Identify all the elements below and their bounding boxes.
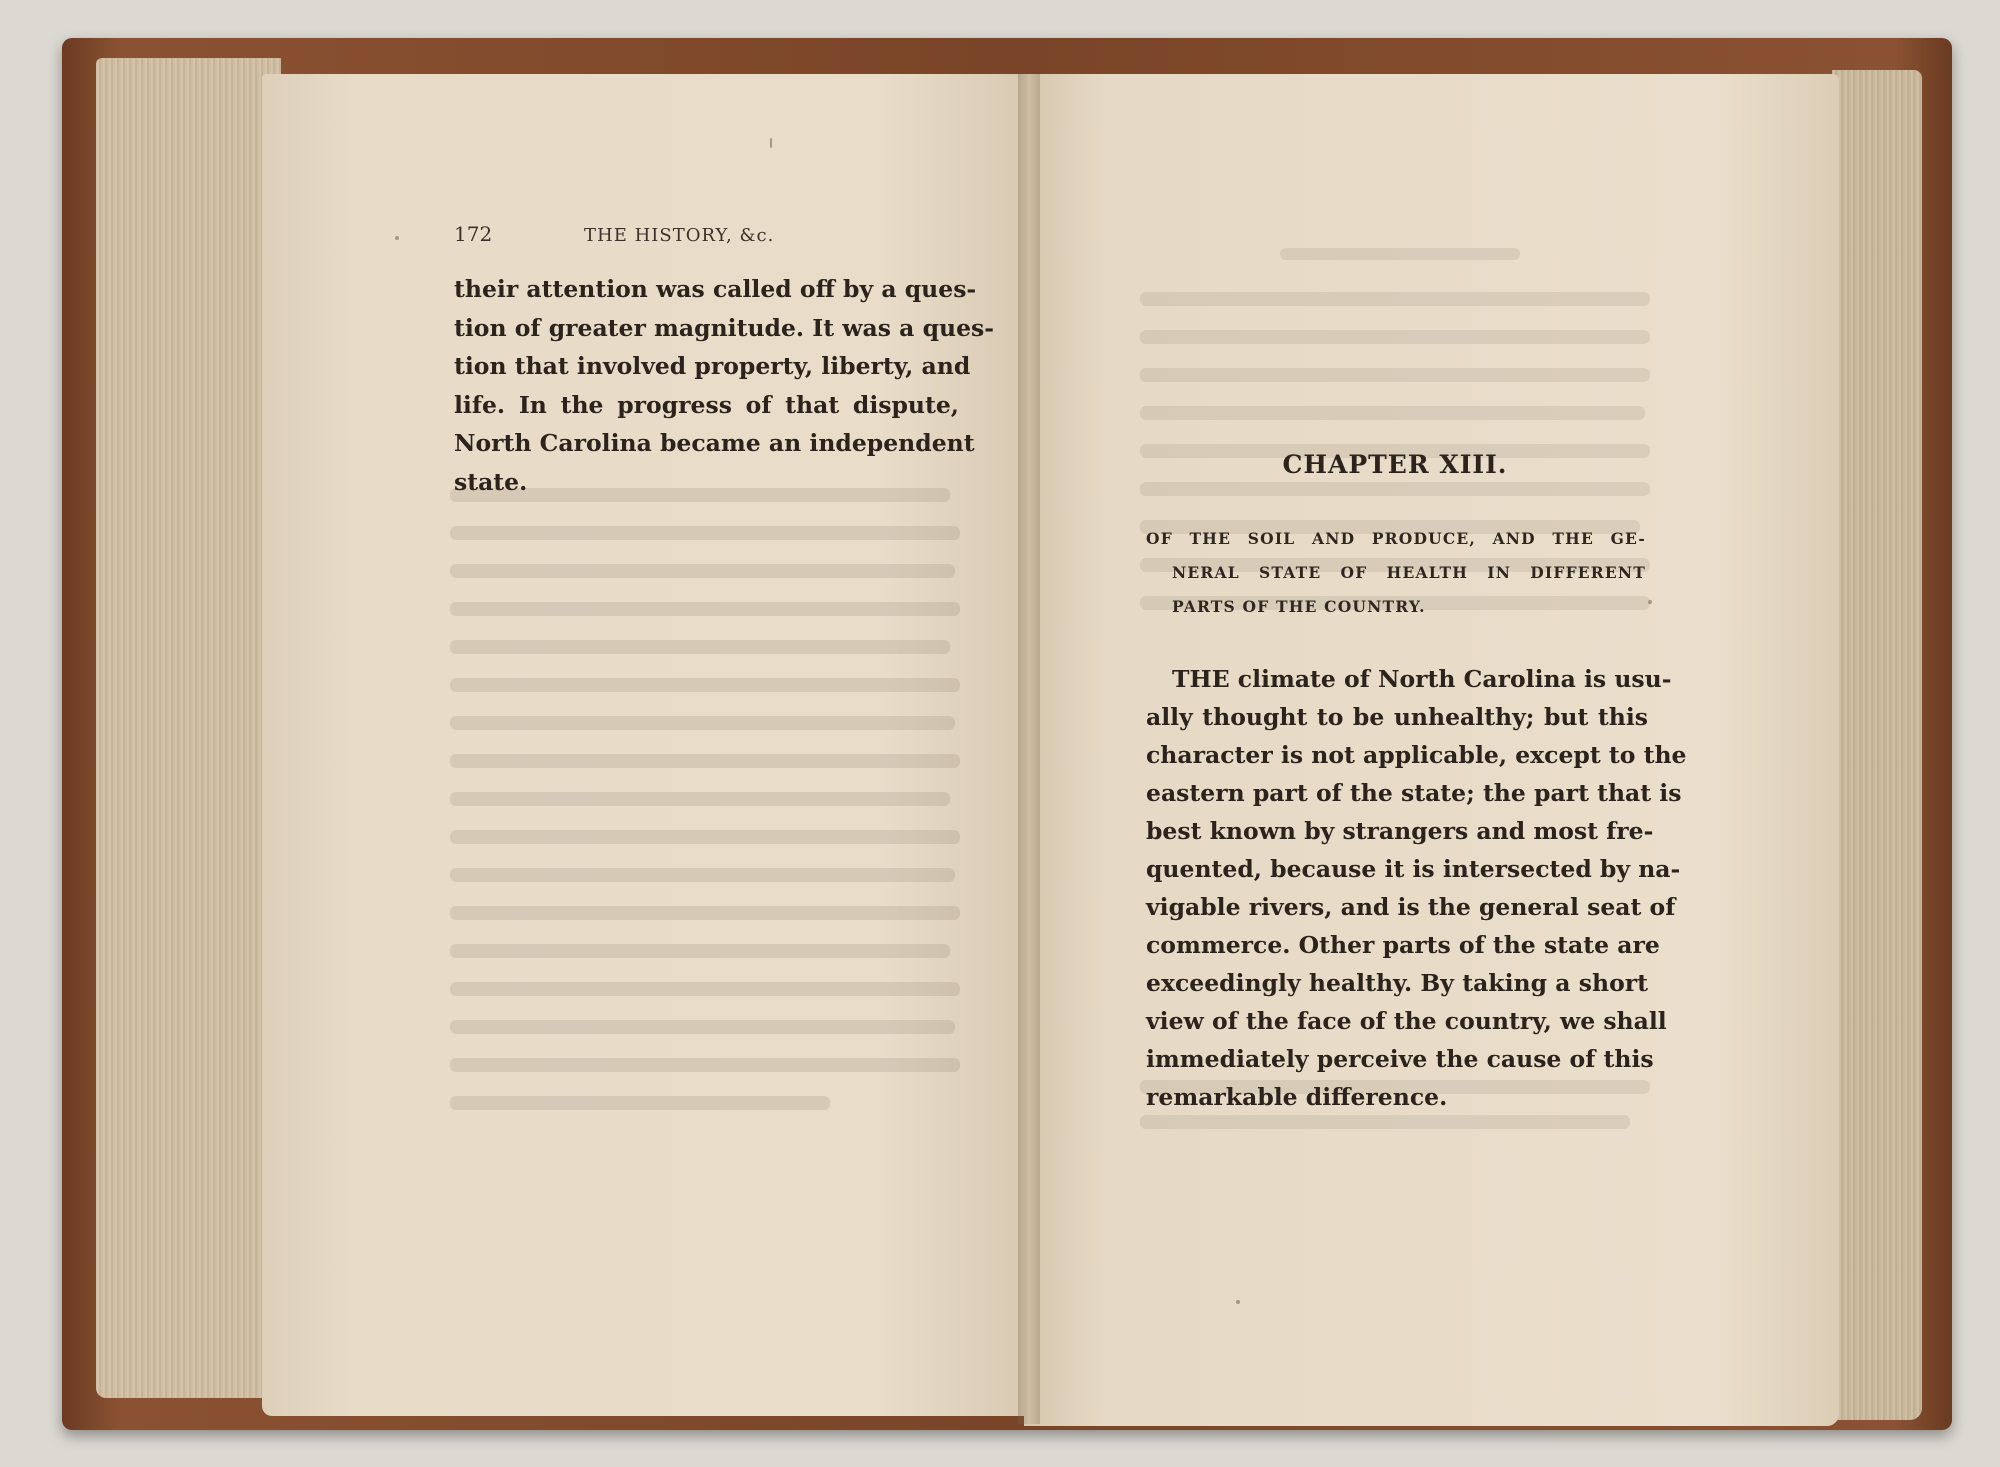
text-line: remarkable difference. <box>1146 1083 1448 1111</box>
page-edges-right <box>1832 70 1922 1420</box>
text-line: view of the face of the country, we shall <box>1146 1007 1667 1035</box>
page-edges-left <box>96 58 281 1398</box>
running-head: THE HISTORY, &c. <box>584 225 775 246</box>
text-line: exceedingly healthy. By taking a short <box>1146 969 1648 997</box>
chapter-title: CHAPTER XIII. <box>1282 450 1508 479</box>
text-line: best known by strangers and most fre- <box>1146 817 1654 845</box>
book-gutter <box>1018 74 1040 1424</box>
chapter-subtitle <box>1146 522 1646 624</box>
subtitle-line: NERAL STATE OF HEALTH IN DIFFERENT <box>1172 563 1646 582</box>
text-line: character is not applicable, except to the <box>1146 741 1687 769</box>
text-line: vigable rivers, and is the general seat of <box>1146 893 1676 921</box>
text-line: THE climate of North Carolina is usu- <box>1172 665 1672 693</box>
text-line: their attention was called off by a ques- <box>454 275 977 303</box>
text-line: state. <box>454 467 528 496</box>
paper-speck <box>770 138 772 148</box>
text-line: North Carolina became an independent <box>454 429 975 457</box>
left-page-text <box>454 270 995 501</box>
text-line: life. In the progress of that dispute, <box>454 390 959 419</box>
paper-speck <box>1236 1300 1240 1304</box>
text-line: tion that involved property, liberty, and <box>454 352 971 380</box>
text-line: immediately perceive the cause of this <box>1146 1045 1654 1073</box>
show-through-left <box>440 480 980 1160</box>
text-line: commerce. Other parts of the state are <box>1146 931 1660 959</box>
text-line: eastern part of the state; the part that is <box>1146 779 1682 807</box>
text-line: tion of greater magnitude. It was a ques- <box>454 313 995 342</box>
subtitle-line: OF THE SOIL AND PRODUCE, AND THE GE- <box>1146 529 1646 548</box>
text-line: ally thought to be unhealthy; but this <box>1146 703 1648 731</box>
text-line: quented, because it is intersected by na- <box>1146 855 1681 883</box>
page-number: 172 <box>454 222 493 246</box>
paper-speck <box>395 236 399 240</box>
subtitle-line: PARTS OF THE COUNTRY. <box>1172 597 1426 616</box>
left-page-header <box>454 222 964 246</box>
right-page-text <box>1146 660 1687 1116</box>
paper-speck <box>1648 600 1652 604</box>
